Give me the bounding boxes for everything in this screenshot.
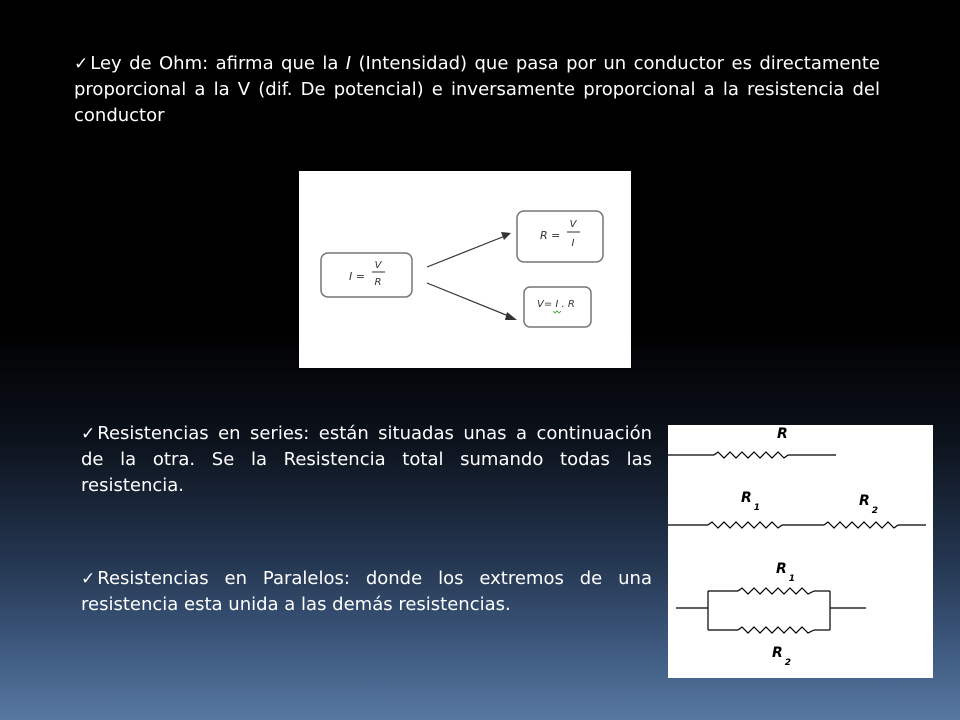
ohm-formula-diagram (299, 171, 631, 368)
series-r2-zigzag (824, 522, 898, 528)
series-paragraph (81, 421, 652, 499)
formula-top-den: I (571, 238, 575, 249)
parallel-text: Resistencias en Paralelos: donde los extremos de una resistencia esta unida a las demás resistencias. (81, 568, 652, 615)
formula-bottom-text: V= I . R (537, 299, 575, 310)
formula-top-num: V (569, 219, 577, 230)
arrow-down-head (505, 312, 517, 320)
parallel-r1-letter: R (776, 561, 787, 577)
single-resistor-zigzag (714, 452, 788, 458)
series-r2-sub: 2 (871, 506, 879, 516)
formula-main-num: V (374, 260, 382, 271)
single-resistor-label: R (777, 426, 788, 442)
parallel-r2-sub: 2 (784, 658, 792, 668)
ohm-formula-svg (299, 171, 631, 368)
formula-main-den: R (374, 277, 382, 288)
ohm-text-pre: Ley de Ohm: afirma que la (90, 53, 346, 74)
series-text: Resistencias en series: están situadas unas a continuación de la otra. Se la Resistencia total sumando todas las resistencia. (81, 423, 652, 496)
checkmark-icon: ✓ (81, 569, 96, 589)
parallel-r2-label (772, 645, 791, 668)
parallel-paragraph (81, 566, 652, 618)
series-r2-letter: R (859, 493, 870, 509)
circuit-diagram (668, 425, 933, 678)
parallel-r2-zigzag (738, 627, 814, 633)
ohm-text-italic: I (345, 53, 352, 74)
arrow-up-head (501, 232, 511, 240)
series-r1-zigzag (708, 522, 782, 528)
series-r2-label (859, 493, 878, 516)
circuit-svg (668, 425, 933, 678)
parallel-r1-label (776, 561, 795, 584)
parallel-r1-zigzag (738, 588, 814, 594)
series-r1-label (741, 490, 760, 513)
arrow-up (427, 236, 505, 267)
ohm-text-post: (Intensidad) que pasa por un conductor es directamente proporcional a la V (dif. De potencial) e inversamente proporcional a la resistencia del conductor (74, 53, 881, 126)
series-r1-sub: 1 (753, 503, 761, 513)
formula-top-lhs: R = (540, 229, 561, 242)
checkmark-icon: ✓ (81, 424, 96, 444)
arrow-down (427, 283, 511, 317)
formula-box-main (321, 253, 412, 297)
ohm-law-paragraph (74, 51, 880, 129)
checkmark-icon: ✓ (74, 54, 89, 74)
formula-main-lhs: I = (349, 270, 365, 283)
parallel-r2-letter: R (772, 645, 783, 661)
parallel-r1-sub: 1 (788, 574, 796, 584)
series-r1-letter: R (741, 490, 752, 506)
